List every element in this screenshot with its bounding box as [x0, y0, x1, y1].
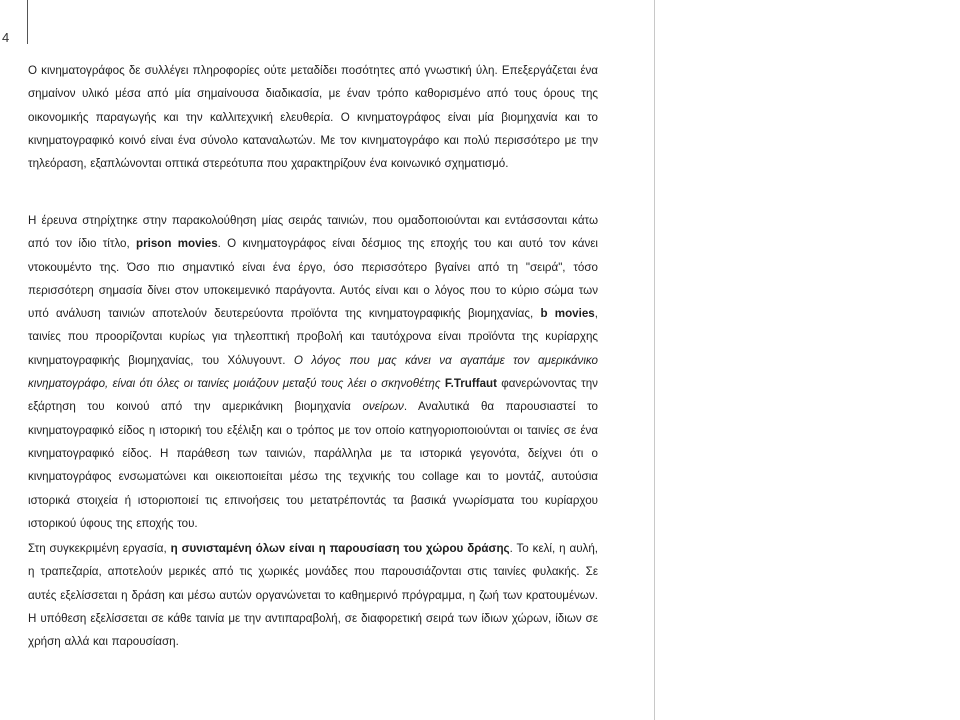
paragraph-2 [28, 209, 598, 535]
margin-line [27, 0, 28, 44]
p2-italic-quote: Ο λόγος που μας κάνει να αγαπάμε τον αμερικάνικο κινηματογράφο, είναι ότι όλες οι ταινίες μοιάζουν μεταξύ τους λέει ο σκηνοθέτης [28, 353, 598, 391]
p3-text-1: Στη συγκεκριμένη εργασία, [28, 542, 171, 555]
p3-bold-emphasis: η συνισταμένη όλων είναι η παρουσίαση του χώρου δράσης [170, 542, 510, 555]
p2-text-1: Η έρευνα στηρίχτηκε στην παρακολούθηση μίας σειράς ταινιών, που ομαδοποιούνται και εντάσσονται κάτω από τον ίδιο τίτλο, [28, 214, 598, 251]
paragraph-1-text: Ο κινηματογράφος δε συλλέγει πληροφορίες ούτε μεταδίδει ποσότητες από γνωστική ύλη. Επεξεργάζεται ένα σημαίνον υλικό μέσα από μία σημαίνουσα διαδικασία, με έναν τρόπο καθορισμένο από τους όρους της οικονομικής παραγωγής και την καλλιτεχνική ελευθερία. Ο κινηματογράφος είναι μία βιομηχανία και το κινηματογραφικό κοινό είναι ένα σύνολο καταναλωτών. Με τον κινηματογράφο και πολύ περισσότερο με την τηλεόραση, εξαπλώνονται οπτικά στερεότυπα που χαρακτηρίζουν ένα κοινωνικό σχηματισμό. [28, 64, 598, 171]
paragraph-1 [28, 59, 598, 175]
p2-text-2: . Ο κινηματογράφος είναι δέσμιος της εποχής του και αυτό τον κάνει ντοκουμέντο της. Όσο πιο σημαντικό είναι ένα έργο, όσο περισσότερο βγαίνει από τη "σειρά", τόσο περισσότερη σημασία δίνει στον υποκειμενικό παράγοντα. Αυτός είναι και ο λόγος που το κύριο σώμα των υπό ανάλυση ταινιών αποτελούν δευτερεύοντα προϊόντα της κινηματογραφικής βιομηχανίας, [28, 237, 598, 321]
p2-bold-b-movies: b movies [540, 307, 595, 321]
p2-text-3: , ταινίες που προορίζονται κυρίως για τηλεοπτική προβολή και ταυτόχρονα είναι προϊόντα της κυρίαρχης κινηματογραφικής βιομηχανίας, του Χόλυγουντ. [28, 307, 598, 367]
p2-text-6: . Αναλυτικά θα παρουσιαστεί το κινηματογραφικό είδος η ιστορική του εξέλιξη και ο τρόπος με τον οποίο κατηγοριοποιούνται οι ταινίες σε ένα κινηματογραφικό είδος. Η παράθεση των ταινιών, παράλληλα με τα ιστορικά γεγονότα, δείχνει ότι ο κινηματογράφος ενσωματώνει και οικειοποιείται μέσω της τεχνικής του collage και το μοντάζ, αυτούσια ιστορικά στοιχεία ή ιστοριοποιεί τις επινοήσεις του μετατρέποντάς τα βασικά γνωρίσματα του κυρίαρχου ιστορικού ύφους της εποχής του. [28, 400, 598, 530]
p3-text-2: . Το κελί, η αυλή, η τραπεζαρία, αποτελούν μερικές από τις χωρικές μονάδες που παρουσιάζονται στις ταινίες φυλακής. Σε αυτές εξελίσσεται η δράση και μέσω αυτών οργανώνεται το καθημερινό πρόγραμμα, η ζωή των κρατουμένων. Η υπόθεση εξελίσσεται σε κάθε ταινία με την αντιπαραβολή, σε διαφορετική σειρά των ίδιων χώρων, ίδιων σε χρήση αλλά και παρουσίαση. [28, 542, 598, 649]
p2-bold-truffaut: F.Truffaut [444, 377, 497, 391]
p2-text-5: φανερώνοντας την εξάρτηση του κοινού από την αμερικάνικη βιομηχανία [28, 377, 598, 414]
paragraph-3-text [28, 537, 598, 653]
next-page [654, 0, 960, 720]
p2-bold-prison-movies: prison movies [136, 237, 218, 251]
p2-italic-oneiron: ονείρων [362, 400, 404, 414]
paragraph-2-text [28, 209, 598, 535]
paragraph-3 [28, 537, 598, 653]
page-number: 4 [2, 30, 10, 45]
